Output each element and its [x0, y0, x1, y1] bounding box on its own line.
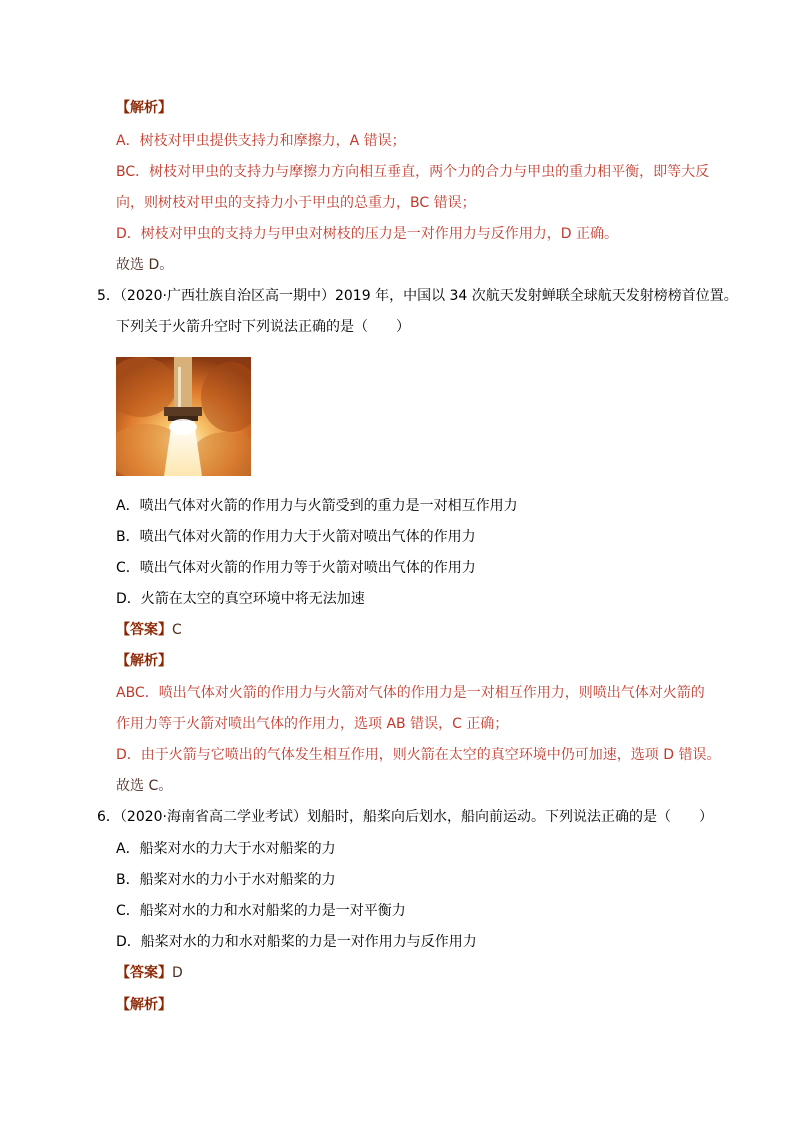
q5-stem-line1: 5．（2020·广西壮族自治区高一期中）2019 年，中国以 34 次航天发射蝉联全球航天发射榜榜首位置。: [97, 288, 738, 304]
q5-answer-value: C: [172, 622, 182, 638]
q6-option-b: B．船桨对水的力小于水对船桨的力: [116, 872, 336, 888]
q6-option-c: C．船桨对水的力和水对船桨的力是一对平衡力: [116, 903, 406, 919]
q5-answer: [116, 620, 182, 640]
q6-answer: [116, 963, 183, 983]
q5-conclusion: 故选 C。: [116, 778, 173, 794]
q4-explanation-bc-line2: 向，则树枝对甲虫的支持力小于甲虫的总重力，BC 错误；: [116, 195, 476, 211]
q6-stem: 6．（2020·海南省高二学业考试）划船时，船桨向后划水，船向前运动。下列说法正确的是（ ）: [97, 809, 713, 825]
q6-option-d: D．船桨对水的力和水对船桨的力是一对作用力与反作用力: [116, 934, 477, 950]
q5-option-c: C．喷出气体对火箭的作用力等于火箭对喷出气体的作用力: [116, 560, 476, 576]
q5-option-b: B．喷出气体对火箭的作用力大于火箭对喷出气体的作用力: [116, 529, 476, 545]
q5-explanation-d: D．由于火箭与它喷出的气体发生相互作用，则火箭在太空的真空环境中仍可加速，选项 D 错误。: [116, 747, 721, 763]
q4-explanation-bc-line1: BC．树枝对甲虫的支持力与摩擦力方向相互垂直，两个力的合力与甲虫的重力相平衡，即等大反: [116, 164, 710, 180]
q4-explanation-d: D．树枝对甲虫的支持力与甲虫对树枝的压力是一对作用力与反作用力，D 正确。: [116, 226, 619, 242]
q5-explanation-abc-line1: ABC．喷出气体对火箭的作用力与火箭对气体的作用力是一对相互作用力，则喷出气体对火箭的: [116, 685, 705, 701]
q6-answer-tag: 【答案】: [116, 965, 172, 981]
q6-explanation-tag: 【解析】: [116, 997, 172, 1013]
q5-answer-tag: 【答案】: [116, 622, 172, 638]
rocket-launch-photo: [116, 357, 251, 476]
q4-explanation-a: A．树枝对甲虫提供支持力和摩擦力，A 错误；: [116, 133, 406, 149]
q5-option-a: A．喷出气体对火箭的作用力与火箭受到的重力是一对相互作用力: [116, 498, 518, 514]
q5-explanation-abc-line2: 作用力等于火箭对喷出气体的作用力，选项 AB 错误，C 正确；: [116, 716, 509, 732]
q5-explanation-tag: 【解析】: [116, 653, 172, 669]
q5-stem-line2: 下列关于火箭升空时下列说法正确的是（ ）: [116, 319, 410, 335]
q6-answer-value: D: [172, 965, 183, 981]
q6-option-a: A．船桨对水的力大于水对船桨的力: [116, 841, 336, 857]
q4-conclusion: 故选 D。: [116, 257, 174, 273]
q5-option-d: D．火箭在太空的真空环境中将无法加速: [116, 591, 365, 607]
q4-explanation-tag: 【解析】: [116, 100, 172, 116]
